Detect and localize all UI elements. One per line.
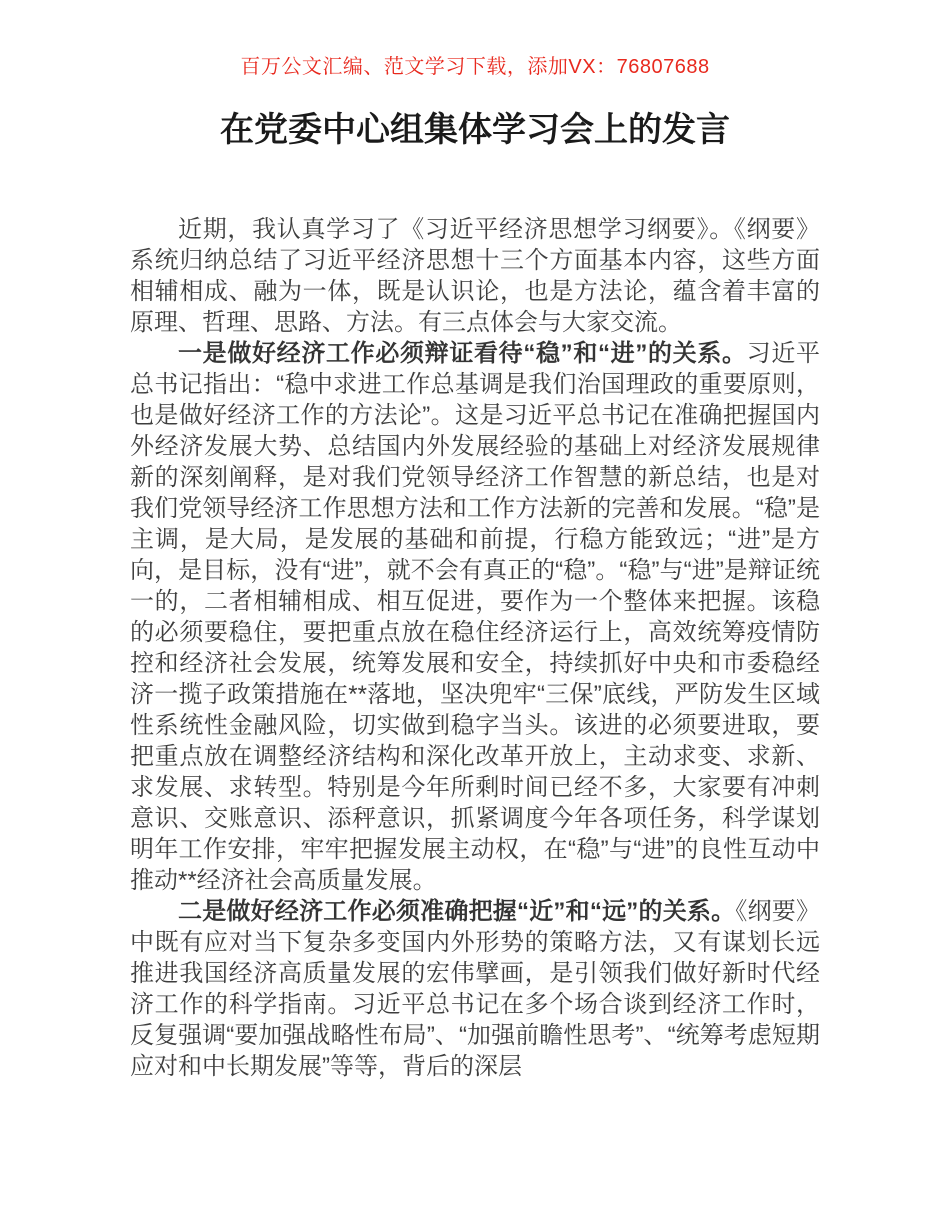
- paragraph-point-one: [130, 338, 820, 896]
- document-title: 在党委中心组集体学习会上的发言: [220, 111, 730, 149]
- paragraph-text: 近期，我认真学习了《习近平经济思想学习纲要》。《纲要》系统归纳总结了习近平经济思想十三个方面基本内容，这些方面相辅相成、融为一体，既是认识论，也是方法论，蕴含着丰富的原理、哲理、思路、方法。有三点体会与大家交流。: [130, 216, 820, 336]
- paragraph-text: 习近平总书记指出：“稳中求进工作总基调是我们治国理政的重要原则，也是做好经济工作的方法论”。这是习近平总书记在准确把握国内外经济发展大势、总结国内外发展经验的基础上对经济发展规律新的深刻阐释，是对我们党领导经济工作智慧的新总结，也是对我们党领导经济工作思想方法和工作方法新的完善和发展。“稳”是主调，是大局，是发展的基础和前提，行稳方能致远；“进”是方向，是目标，没有“进”，就不会有真正的“稳”。“稳”与“进”是辩证统一的，二者相辅相成、相互促进，要作为一个整体来把握。该稳的必须要稳住，要把重点放在稳住经济运行上，高效统筹疫情防控和经济社会发展，统筹发展和安全，持续抓好中央和市委稳经济一揽子政策措施在**落地，坚决兜牢“三保”底线，严防发生区域性系统性金融风险，切实做到稳字当头。该进的必须要进取，要把重点放在调整经济结构和深化改革开放上，主动求变、求新、求发展、求转型。特别是今年所剩时间已经不多，大家要有冲刺意识、交账意识、添秤意识，抓紧调度今年各项任务，科学谋划明年工作安排，牢牢把握发展主动权，在“稳”与“进”的良性互动中推动**经济社会高质量发展。: [130, 340, 821, 894]
- paragraph-intro: [130, 214, 820, 338]
- paragraph-point-two: [130, 896, 820, 1082]
- document-body: [130, 214, 820, 1082]
- paragraph-text: 《纲要》中既有应对当下复杂多变国内外形势的策略方法，又有谋划长远推进我国经济高质量发展的宏伟擘画，是引领我们做好新时代经济工作的科学指南。习近平总书记在多个场合谈到经济工作时，反复强调“要加强战略性布局”、“加强前瞻性思考”、“统筹考虑短期应对和中长期发展”等等，背后的深层: [130, 898, 821, 1080]
- paragraph-lead-bold: 二是做好经济工作必须准确把握“近”和“远”的关系。: [178, 898, 736, 925]
- paragraph-lead-bold: 一是做好经济工作必须辩证看待“稳”和“进”的关系。: [178, 340, 747, 367]
- watermark-notice: 百万公文汇编、范文学习下载，添加VX：76807688: [240, 56, 710, 78]
